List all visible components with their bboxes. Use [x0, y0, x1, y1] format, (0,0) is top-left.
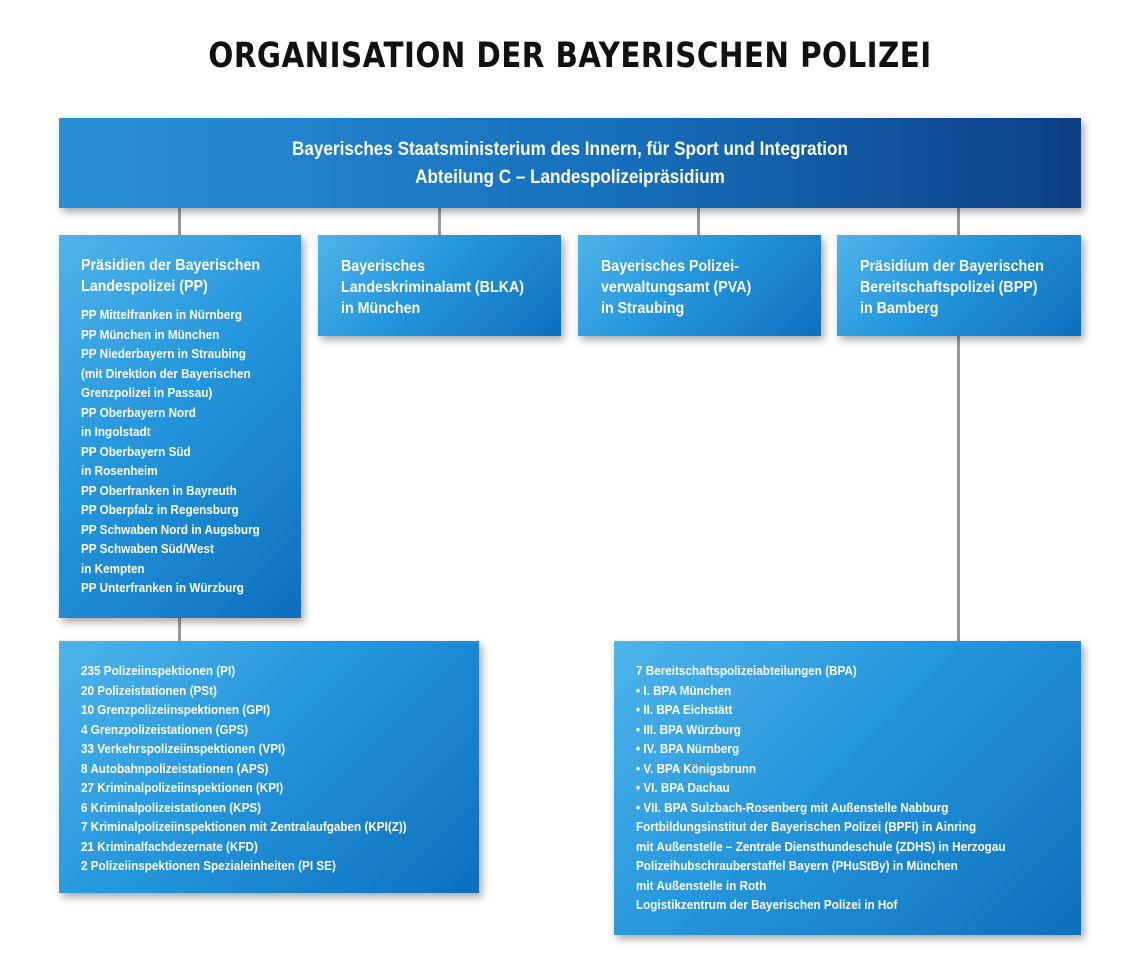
blka-header-line: Landeskriminalamt (BLKA): [341, 279, 525, 296]
list-item: • II. BPA Eichstätt: [636, 702, 733, 717]
list-item: 8 Autobahnpolizeistationen (APS): [81, 760, 269, 776]
pva-header-line: Bayerisches Polizei-: [601, 258, 739, 275]
list-item: Grenzpolizei in Passau): [81, 385, 213, 400]
list-item: 7 Kriminalpolizeiinspektionen mit Zentralaufgaben (KPI(Z)): [81, 819, 407, 834]
list-item: in Ingolstadt: [81, 424, 151, 439]
blka-header-line: Bayerisches: [341, 258, 426, 275]
list-item: mit Außenstelle in Roth: [636, 877, 767, 893]
connector-line-pva: [697, 208, 700, 235]
bpp-header-line: in Bamberg: [860, 300, 939, 317]
bpp-header-line: Bereitschaftspolizei (BPP): [860, 279, 1038, 296]
connector-line-bpp-units: [957, 336, 960, 641]
praesidien-header-line: Präsidien der Bayerischen: [81, 257, 261, 274]
list-item: PP Unterfranken in Würzburg: [81, 580, 244, 595]
list-item: PP Mittelfranken in Nürnberg: [81, 307, 243, 322]
list-item: 2 Polizeiinspektionen Spezialeinheiten (PI SE): [81, 858, 336, 873]
bereitschaft-list: [636, 661, 1081, 915]
list-item: Fortbildungsinstitut der Bayerischen Polizei (BPFI) in Ainring: [636, 819, 977, 834]
list-item: • V. BPA Königsbrunn: [636, 760, 757, 776]
praesidien-list: [81, 305, 301, 598]
ministry-name: Bayerisches Staatsministerium des Innern, für Sport und Integration: [292, 139, 848, 160]
page-title: ORGANISATION DER BAYERISCHEN POLIZEI: [208, 36, 932, 76]
list-item: Logistikzentrum der Bayerischen Polizei in Hof: [636, 897, 898, 912]
list-item: • VI. BPA Dachau: [636, 780, 730, 795]
list-item: PP Oberpfalz in Regensburg: [81, 502, 239, 517]
list-item: PP Oberbayern Süd: [81, 443, 191, 459]
connector-line-pp: [178, 208, 181, 235]
list-item: 20 Polizeistationen (PSt): [81, 682, 217, 698]
ministry-department: Abteilung C – Landespolizeipräsidium: [415, 167, 725, 188]
list-item: 10 Grenzpolizeiinspektionen (GPI): [81, 702, 271, 717]
blka-header-line: in München: [341, 300, 421, 317]
list-item: 6 Kriminalpolizeistationen (KPS): [81, 799, 262, 815]
praesidien-header-line: Landespolizei (PP): [81, 278, 208, 295]
ministry-box: [59, 118, 1081, 208]
list-item: 21 Kriminalfachdezernate (KFD): [81, 838, 258, 854]
pva-header-line: verwaltungsamt (PVA): [601, 279, 752, 296]
list-item: • IV. BPA Nürnberg: [636, 741, 740, 756]
pva-box: [578, 235, 821, 336]
list-item: PP Oberfranken in Bayreuth: [81, 482, 237, 498]
list-item: 27 Kriminalpolizeiinspektionen (KPI): [81, 780, 284, 795]
list-item: 4 Grenzpolizeistationen (GPS): [81, 721, 249, 737]
list-item: 235 Polizeiinspektionen (PI): [81, 663, 236, 678]
bpp-header-line: Präsidium der Bayerischen: [860, 258, 1044, 275]
bpp-box: [837, 235, 1081, 336]
list-item: • VII. BPA Sulzbach-Rosenberg mit Außenstelle Nabburg: [636, 799, 949, 815]
list-item: • III. BPA Würzburg: [636, 721, 741, 737]
connector-line-bpp: [957, 208, 960, 235]
blka-box: [318, 235, 561, 336]
list-item: PP Schwaben Nord in Augsburg: [81, 521, 260, 537]
list-item: in Rosenheim: [81, 463, 158, 478]
list-item: Polizeihubschrauberstaffel Bayern (PHuStBy) in München: [636, 858, 958, 873]
list-item: in Kempten: [81, 560, 145, 576]
connector-line-pp-units: [178, 618, 181, 641]
connector-line-blka: [438, 208, 441, 235]
list-item: PP Oberbayern Nord: [81, 404, 196, 420]
list-item: • I. BPA München: [636, 682, 732, 698]
praesidien-box: [59, 235, 301, 618]
list-item: 7 Bereitschaftspolizeiabteilungen (BPA): [636, 663, 857, 678]
dienststellen-list: [81, 661, 479, 876]
list-item: (mit Direktion der Bayerischen: [81, 365, 251, 381]
pva-header-line: in Straubing: [601, 300, 685, 317]
bereitschaft-box: [614, 641, 1081, 935]
list-item: 33 Verkehrspolizeiinspektionen (VPI): [81, 741, 286, 756]
dienststellen-box: [59, 641, 479, 893]
list-item: PP Niederbayern in Straubing: [81, 346, 246, 361]
list-item: PP München in München: [81, 326, 220, 342]
list-item: mit Außenstelle – Zentrale Diensthundeschule (ZDHS) in Herzogau: [636, 838, 1006, 854]
list-item: PP Schwaben Süd/West: [81, 541, 214, 556]
